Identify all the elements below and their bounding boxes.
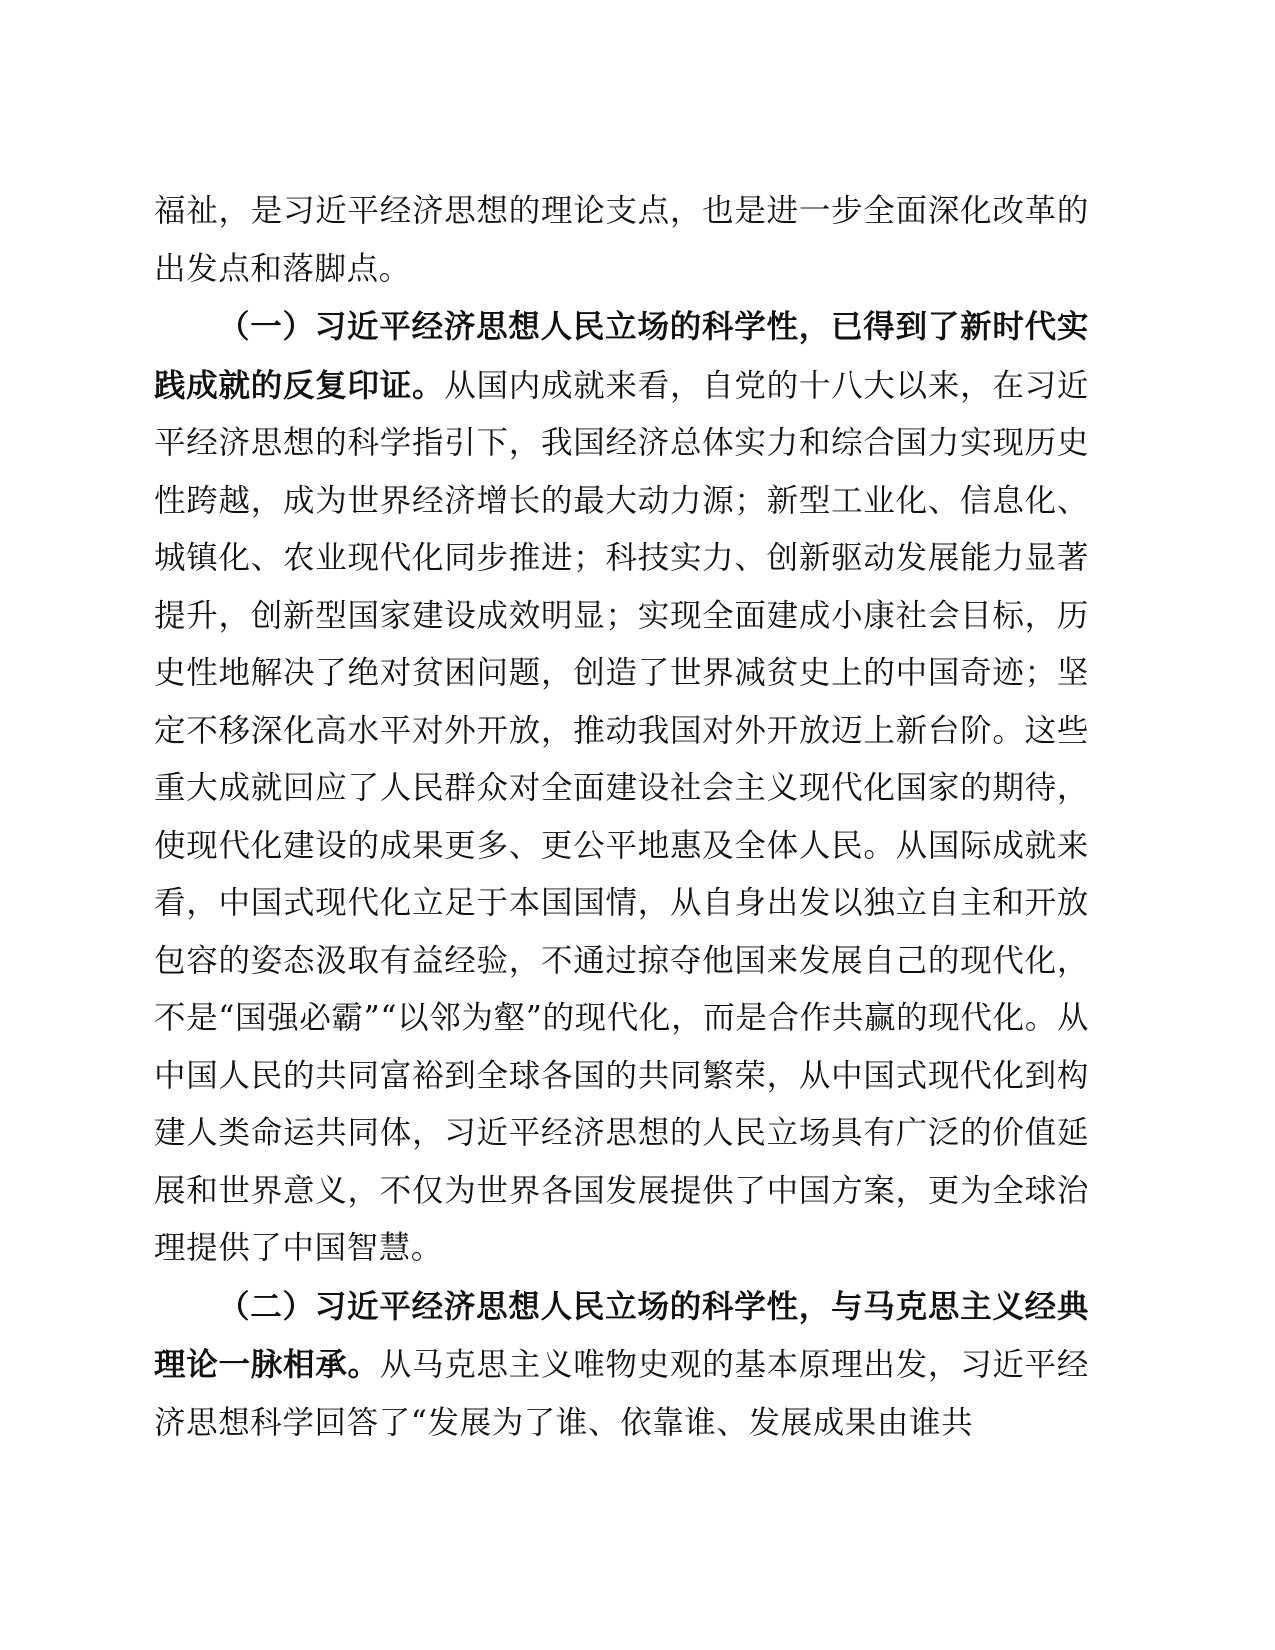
paragraph-section-1 <box>154 298 1089 1278</box>
section-body-1: 从国内成就来看，自党的十八大以来，在习近平经济思想的科学指引下，我国经济总体实力和综合国力实现历史性跨越，成为世界经济增长的最大动力源；新型工业化、信息化、城镇化、农业现代化同步推进；科技实力、创新驱动发展能力显著提升，创新型国家建设成效明显；实现全面建成小康社会目标，历史性地解决了绝对贫困问题，创造了世界减贫史上的中国奇迹；坚定不移深化高水平对外开放，推动我国对外开放迈上新台阶。这些重大成就回应了人民群众对全面建设社会主义现代化国家的期待，使现代化建设的成果更多、更公平地惠及全体人民。从国际成就来看，中国式现代化立足于本国国情，从自身出发以独立自主和开放包容的姿态汲取有益经验，不通过掠夺他国来发展自己的现代化，不是“国强必霸”“以邻为壑”的现代化，而是合作共赢的现代化。从中国人民的共同富裕到全球各国的共同繁荣，从中国式现代化到构建人类命运共同体，习近平经济思想的人民立场具有广泛的价值延展和世界意义，不仅为世界各国发展提供了中国方案，更为全球治理提供了中国智慧。 <box>154 367 1089 1266</box>
section-body-2: 从马克思主义唯物史观的基本原理出发，习近平经济思想科学回答了“发展为了谁、依靠谁、发展成果由谁共 <box>154 1347 1090 1441</box>
section-heading-1: （一）习近平经济思想人民立场的科学性，已得到了新时代实践成就的反复印证。 <box>154 308 1089 404</box>
paragraph-continuation <box>154 183 1089 298</box>
paragraph-section-2 <box>154 1278 1089 1453</box>
paragraph-text: 福祉，是习近平经济思想的理论支点，也是进一步全面深化改革的出发点和落脚点。 <box>154 193 1089 287</box>
section-heading-2: （二）习近平经济思想人民立场的科学性，与马克思主义经典理论一脉相承。 <box>154 1287 1089 1383</box>
document-body <box>154 183 1089 1452</box>
